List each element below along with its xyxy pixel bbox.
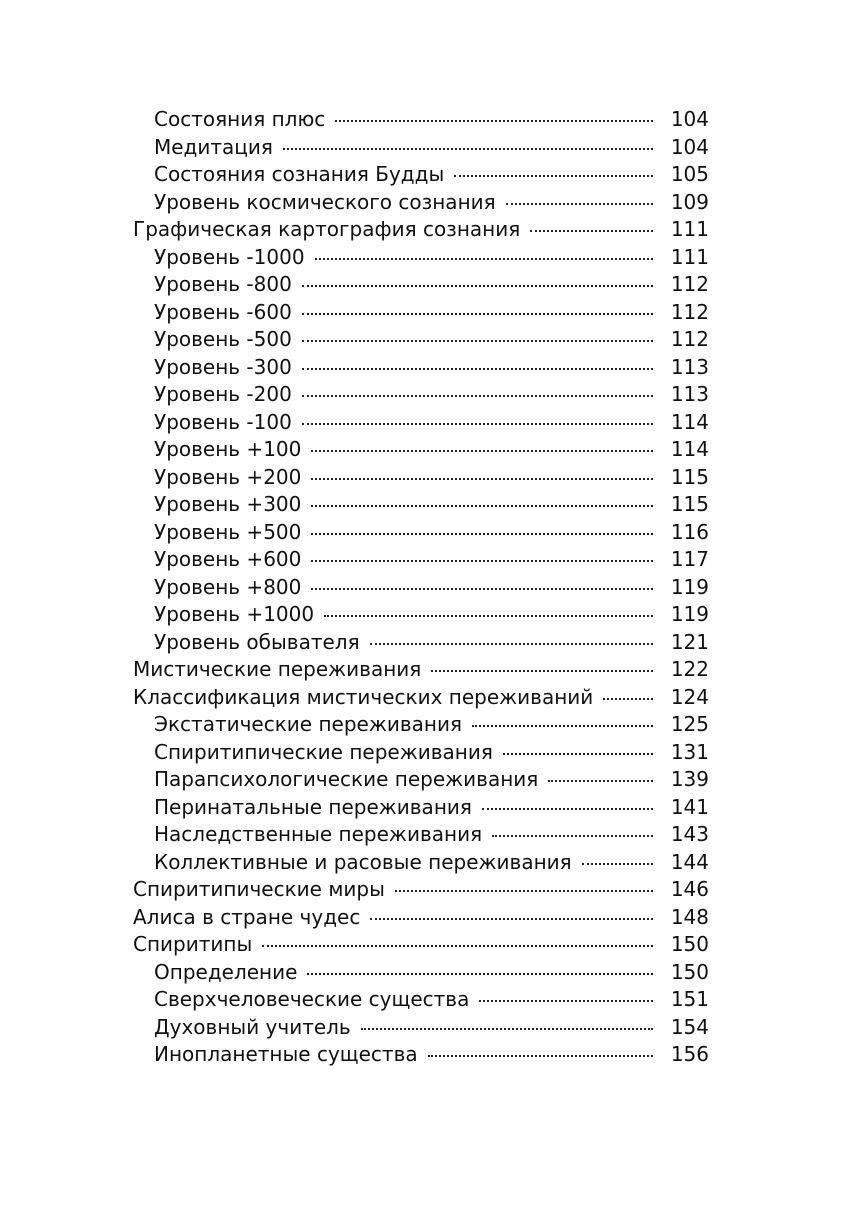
toc-entry-page-number: 111	[670, 217, 709, 241]
toc-entry-title: Уровень +600	[154, 547, 302, 571]
toc-entry-title: Спиритипические миры	[133, 877, 385, 901]
toc-entry[interactable]	[133, 299, 709, 327]
toc-entry-title: Уровень -500	[154, 327, 292, 351]
dot-leader	[603, 698, 653, 700]
dot-leader	[302, 313, 653, 315]
toc-entry-title: Классификация мистических переживаний	[133, 684, 594, 709]
dot-leader	[428, 1055, 653, 1057]
dot-leader	[311, 533, 653, 535]
toc-entry-title: Алиса в стране чудес	[133, 904, 361, 929]
dot-leader	[335, 120, 653, 122]
toc-entry-page-number: 125	[670, 712, 709, 736]
toc-entry-page-number: 112	[670, 272, 709, 296]
toc-entry-page-number: 144	[670, 849, 709, 874]
toc-entry-title: Уровень -600	[154, 299, 292, 324]
toc-entry-page-number: 141	[670, 794, 709, 819]
dot-leader	[302, 285, 653, 287]
toc-entry[interactable]	[133, 464, 709, 492]
toc-entry-page-number: 146	[670, 877, 709, 901]
dot-leader	[302, 423, 653, 425]
toc-entry-page-number: 154	[670, 1014, 709, 1039]
toc-entry[interactable]	[133, 601, 709, 629]
toc-entry[interactable]	[133, 739, 709, 767]
toc-entry-page-number: 116	[670, 519, 709, 544]
dot-leader	[395, 890, 653, 892]
toc-entry-page-number: 115	[670, 464, 709, 489]
toc-entry-title: Медитация	[154, 134, 273, 159]
toc-entry-page-number: 109	[670, 189, 709, 214]
toc-entry[interactable]	[133, 684, 709, 712]
toc-entry[interactable]	[133, 271, 709, 299]
dot-leader	[482, 808, 653, 810]
toc-entry[interactable]	[133, 849, 709, 877]
toc-entry-page-number: 113	[670, 354, 709, 379]
toc-entry-title: Определение	[154, 959, 298, 984]
toc-entry-title: Уровень -1000	[154, 244, 305, 269]
toc-entry-title: Наследственные переживания	[154, 822, 483, 846]
toc-entry-page-number: 104	[670, 134, 709, 159]
toc-entry[interactable]	[133, 381, 709, 409]
dot-leader	[479, 1000, 653, 1002]
toc-entry[interactable]	[133, 216, 709, 244]
toc-entry[interactable]	[133, 134, 709, 162]
dot-leader	[311, 560, 653, 562]
toc-entry-page-number: 112	[670, 299, 709, 324]
dot-leader	[302, 340, 653, 342]
dot-leader	[311, 478, 653, 480]
toc-entry-page-number: 104	[670, 107, 709, 131]
toc-entry-page-number: 148	[670, 904, 709, 929]
dot-leader	[503, 753, 653, 755]
dot-leader	[302, 368, 653, 370]
toc-entry-page-number: 124	[670, 684, 709, 709]
toc-entry-title: Экстатические переживания	[154, 712, 462, 736]
toc-entry[interactable]	[133, 766, 709, 794]
toc-entry-title: Коллективные и расовые переживания	[154, 849, 572, 874]
toc-entry[interactable]	[133, 161, 709, 189]
dot-leader	[370, 918, 653, 920]
toc-entry-title: Духовный учитель	[154, 1014, 351, 1039]
toc-entry[interactable]	[133, 629, 709, 657]
toc-entry[interactable]	[133, 491, 709, 519]
dot-leader	[262, 945, 653, 947]
toc-entry-title: Инопланетные существа	[154, 1042, 418, 1066]
toc-entry-page-number: 119	[670, 602, 709, 626]
toc-entry[interactable]	[133, 189, 709, 217]
toc-entry-title: Парапсихологические переживания	[154, 767, 539, 791]
toc-entry[interactable]	[133, 244, 709, 272]
toc-entry-title: Уровень +200	[154, 464, 302, 489]
toc-entry-title: Мистические переживания	[133, 657, 422, 681]
toc-entry[interactable]	[133, 986, 709, 1014]
toc-entry[interactable]	[133, 1014, 709, 1042]
toc-entry-title: Сверхчеловеческие существа	[154, 987, 470, 1011]
toc-entry-title: Состояния плюс	[154, 107, 326, 131]
dot-leader	[311, 588, 653, 590]
toc-entry-page-number: 114	[670, 409, 709, 434]
toc-entry-title: Уровень -100	[154, 409, 292, 434]
toc-entry-title: Уровень +100	[154, 437, 302, 461]
toc-entry-page-number: 117	[670, 547, 709, 571]
toc-entry[interactable]	[133, 794, 709, 822]
toc-entry-title: Уровень +500	[154, 519, 302, 544]
dot-leader	[324, 615, 653, 617]
toc-entry[interactable]	[133, 106, 709, 134]
toc-entry-page-number: 122	[670, 657, 709, 681]
dot-leader	[370, 643, 653, 645]
dot-leader	[548, 780, 653, 782]
toc-entry-title: Уровень -300	[154, 354, 292, 379]
dot-leader	[530, 230, 653, 232]
toc-entry[interactable]	[133, 354, 709, 382]
toc-entry-page-number: 113	[670, 382, 709, 406]
toc-entry-page-number: 131	[670, 739, 709, 764]
dot-leader	[311, 450, 653, 452]
toc-entry-page-number: 139	[670, 767, 709, 791]
toc-entry-page-number: 151	[670, 987, 709, 1011]
toc-entry-title: Перинатальные переживания	[154, 794, 472, 819]
toc-entry-title: Уровень обывателя	[154, 629, 360, 654]
toc-entry-title: Уровень -800	[154, 272, 292, 296]
toc-entry-page-number: 150	[670, 959, 709, 984]
toc-entry-title: Спиритипы	[133, 932, 253, 956]
dot-leader	[582, 863, 653, 865]
dot-leader	[307, 973, 653, 975]
dot-leader	[472, 725, 653, 727]
toc-entry-title: Уровень +1000	[154, 602, 315, 626]
toc-entry-page-number: 143	[670, 822, 709, 846]
toc-entry[interactable]	[133, 959, 709, 987]
toc-entry-page-number: 150	[670, 932, 709, 956]
toc-entry-title: Состояния сознания Будды	[154, 162, 445, 186]
dot-leader	[311, 505, 653, 507]
dot-leader	[283, 148, 653, 150]
table-of-contents	[133, 106, 709, 1069]
toc-entry-page-number: 115	[670, 492, 709, 516]
toc-entry-title: Уровень +800	[154, 574, 302, 599]
toc-entry-title: Уровень -200	[154, 382, 292, 406]
toc-entry-title: Уровень космического сознания	[154, 189, 496, 214]
toc-entry-page-number: 121	[670, 629, 709, 654]
toc-entry-page-number: 111	[670, 244, 709, 269]
toc-entry[interactable]	[133, 904, 709, 932]
toc-entry[interactable]	[133, 574, 709, 602]
dot-leader	[431, 670, 653, 672]
toc-entry[interactable]	[133, 409, 709, 437]
toc-entry-title: Уровень +300	[154, 492, 302, 516]
toc-entry-title: Спиритипические переживания	[154, 739, 493, 764]
toc-entry[interactable]	[133, 519, 709, 547]
dot-leader	[492, 835, 653, 837]
dot-leader	[506, 203, 653, 205]
toc-entry-page-number: 105	[670, 162, 709, 186]
dot-leader	[315, 258, 653, 260]
toc-entry[interactable]	[133, 876, 709, 904]
toc-entry[interactable]	[133, 931, 709, 959]
toc-entry[interactable]	[133, 546, 709, 574]
toc-entry[interactable]	[133, 821, 709, 849]
toc-entry[interactable]	[133, 326, 709, 354]
toc-entry-page-number: 156	[670, 1042, 709, 1066]
toc-entry[interactable]	[133, 656, 709, 684]
toc-entry[interactable]	[133, 1041, 709, 1069]
dot-leader	[454, 175, 653, 177]
dot-leader	[302, 395, 653, 397]
toc-entry-page-number: 114	[670, 437, 709, 461]
toc-entry[interactable]	[133, 711, 709, 739]
toc-entry[interactable]	[133, 436, 709, 464]
toc-entry-page-number: 112	[670, 327, 709, 351]
toc-entry-title: Графическая картография сознания	[133, 217, 521, 241]
toc-entry-page-number: 119	[670, 574, 709, 599]
dot-leader	[361, 1028, 653, 1030]
